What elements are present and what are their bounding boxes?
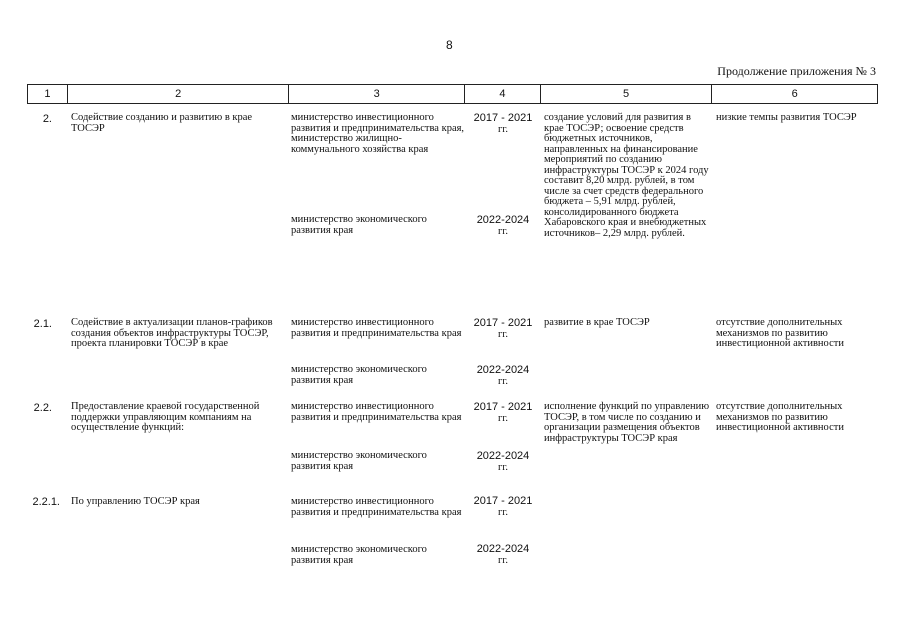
period-suffix: гг. xyxy=(497,507,509,518)
period-years: 2017 - 2021 xyxy=(473,112,533,124)
period xyxy=(466,544,540,566)
header-col-3: 3 xyxy=(289,85,465,103)
period xyxy=(466,113,540,135)
expected-result: создание условий для развития в крае ТОСЭР; освоение средств бюджетных источников, направленных на финансирование мероприятий по созданию инфраструктуры ТОСЭР к 2024 году составит 8,20 млрд. рублей, в том числе за счет средств федерального бюджета – 5,91 млрд. рублей, консолидированного бюджета Хабаровского края и внебюджетных источников– 2,29 млрд. рублей. xyxy=(544,112,709,239)
executor-name: министерство инвестиционного развития и предпринимательства края xyxy=(291,496,462,518)
period xyxy=(466,318,540,340)
risk-consequence: отсутствие дополнительных механизмов по развитию инвестиционной активности xyxy=(716,317,844,349)
header-col-1: 1 xyxy=(28,85,68,103)
row-title: Содействие созданию и развитию в крае ТОСЭР xyxy=(71,112,253,134)
executor-name: министерство экономического развития края xyxy=(291,544,427,566)
executor-name: министерство экономического развития края xyxy=(291,364,427,386)
header-col-2: 2 xyxy=(68,85,289,103)
header-col-6: 6 xyxy=(791,88,798,100)
period-years: 2017 - 2021 xyxy=(473,401,533,413)
period-suffix: гг. xyxy=(497,376,509,387)
period-years: 2017 - 2021 xyxy=(473,317,533,329)
table-header xyxy=(27,84,878,104)
period-suffix: гг. xyxy=(497,555,509,566)
row-number: 2.2. xyxy=(33,402,52,414)
row-title: Содействие в актуализации планов-графиков создания объектов инфраструктуры ТОСЭР, проекта планировки ТОСЭР в крае xyxy=(71,317,273,349)
period-years: 2022-2024 xyxy=(476,364,530,376)
period xyxy=(466,496,540,518)
executor-name: министерство инвестиционного развития и предпринимательства края xyxy=(291,401,462,423)
period xyxy=(466,402,540,424)
risk-consequence: отсутствие дополнительных механизмов по развитию инвестиционной активности xyxy=(716,401,844,433)
period-years: 2022-2024 xyxy=(476,214,530,226)
row-number: 2. xyxy=(42,113,52,125)
period-years: 2017 - 2021 xyxy=(473,495,533,507)
executor-name: министерство экономического развития края xyxy=(291,214,427,236)
period-suffix: гг. xyxy=(497,124,509,135)
header-col-5: 5 xyxy=(541,85,713,103)
row-number: 2.1. xyxy=(33,318,52,330)
row-title: Предоставление краевой государственной поддержки управляющим компаниям на осуществление функций: xyxy=(71,401,260,433)
executor-name: министерство экономического развития края xyxy=(291,450,427,472)
period xyxy=(466,215,540,237)
period-suffix: гг. xyxy=(497,462,509,473)
expected-result: исполнение функций по управлению ТОСЭР, в том числе по созданию и организации размещения объектов инфраструктуры ТОСЭР края xyxy=(544,401,710,444)
period-years: 2022-2024 xyxy=(476,543,530,555)
period-suffix: гг. xyxy=(497,413,509,424)
period-suffix: гг. xyxy=(497,226,509,237)
executor-name: министерство инвестиционного развития и предпринимательства края, министерство жилищно-коммунального хозяйства края xyxy=(291,112,465,155)
row-title: По управлению ТОСЭР края xyxy=(71,496,200,507)
continuation-title: Продолжение приложения № 3 xyxy=(717,64,876,78)
risk-consequence: низкие темпы развития ТОСЭР xyxy=(716,112,857,123)
expected-result: развитие в крае ТОСЭР xyxy=(544,317,650,328)
row-number: 2.2.1. xyxy=(32,496,60,508)
page-number: 8 xyxy=(446,38,453,52)
header-col-4: 4 xyxy=(465,85,541,103)
period xyxy=(466,451,540,473)
period-years: 2022-2024 xyxy=(476,450,530,462)
period-suffix: гг. xyxy=(497,329,509,340)
period xyxy=(466,365,540,387)
executor-name: министерство инвестиционного развития и предпринимательства края xyxy=(291,317,462,339)
